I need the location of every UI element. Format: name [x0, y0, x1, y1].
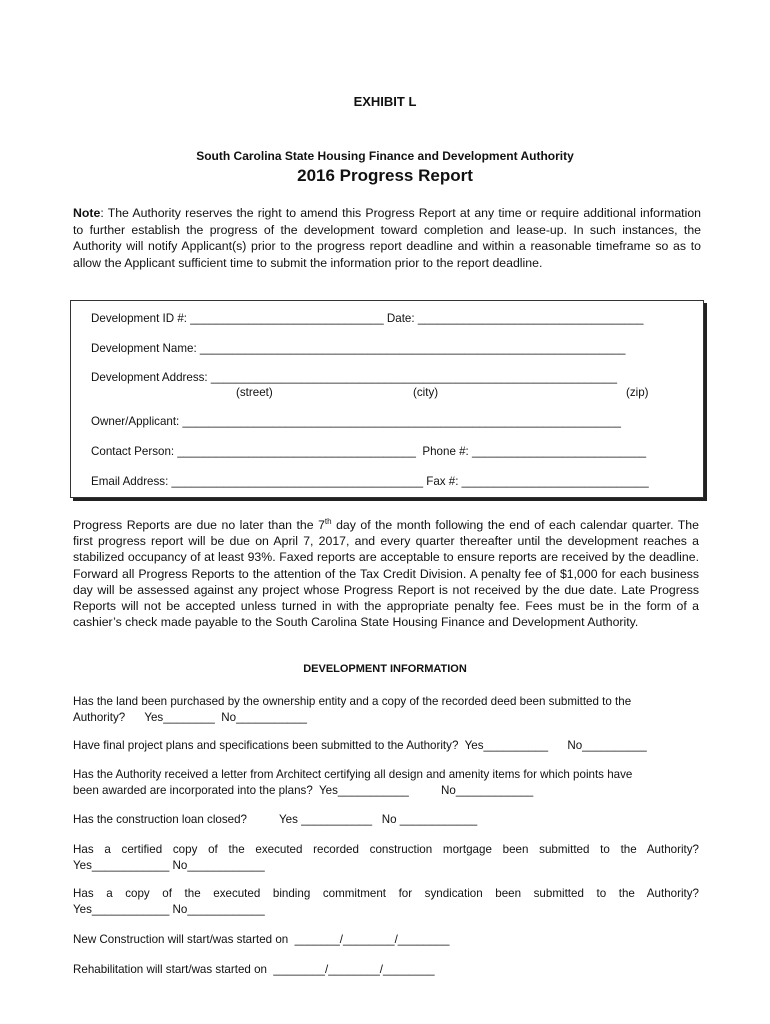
- new-construction-date[interactable]: New Construction will start/was started on _______/________/________: [73, 933, 450, 946]
- question-mortgage-line2[interactable]: Yes____________ No____________: [73, 858, 265, 872]
- owner-applicant-field[interactable]: Owner/Applicant: ____________________________________________________________________: [91, 415, 621, 428]
- email-fax-field[interactable]: Email Address: _______________________________________ Fax #: _____________________________: [91, 475, 649, 488]
- question-architect-line2[interactable]: been awarded are incorporated into the plans? Yes___________ No____________: [73, 783, 534, 797]
- question-loan[interactable]: Has the construction loan closed? Yes ___________ No ____________: [73, 813, 478, 826]
- question-deed: [73, 694, 699, 725]
- page-title: 2016 Progress Report: [297, 166, 473, 185]
- deadline-superscript: th: [324, 516, 332, 526]
- deadline-paragraph: [73, 517, 699, 630]
- deadline-text-2: day of the month following the end of each calendar quarter. The first progress report will be due on April 7, 2017, and every quarter thereafter until the development reaches a stabilized occupancy of at least 93%. Faxed reports are acceptable to ensure reports are received by the deadline. Forward all Progress Reports to the attention of the Tax Credit Division. A penalty fee of $1,000 for each business day will be assessed against any project whose Progress Report is not received by the due date. Late Progress Reports will not be accepted unless turned in with the appropriate penalty fee. Fees must be in the form of a cashier’s check made payable to the South Carolina State Housing Finance and Development Authority.: [73, 518, 699, 630]
- street-caption: (street): [236, 386, 273, 399]
- note-paragraph: [73, 205, 701, 271]
- deadline-text-1: Progress Reports are due no later than the 7: [73, 518, 325, 532]
- contact-phone-field[interactable]: Contact Person: _____________________________________ Phone #: ___________________________: [91, 445, 647, 458]
- question-architect: [73, 767, 699, 798]
- development-name-field[interactable]: Development Name: __________________________________________________________________: [91, 342, 626, 355]
- section-title: DEVELOPMENT INFORMATION: [303, 663, 467, 675]
- note-label: Note: [73, 206, 101, 220]
- rehabilitation-date[interactable]: Rehabilitation will start/was started on ________/________/________: [73, 963, 435, 976]
- question-syndication: [73, 886, 699, 917]
- development-address-field[interactable]: Development Address: _______________________________________________________________: [91, 371, 618, 384]
- question-deed-line2[interactable]: Authority? Yes________ No___________: [73, 710, 308, 724]
- question-mortgage: [73, 842, 699, 873]
- question-architect-line1: Has the Authority received a letter from Architect certifying all design and amenity items for which points have: [73, 768, 633, 781]
- development-id-field[interactable]: Development ID #: ______________________________ Date: ___________________________________: [91, 312, 644, 325]
- authority-name: South Carolina State Housing Finance and Development Authority: [196, 149, 574, 163]
- question-syndication-line1: Has a copy of the executed binding commitment for syndication been submitted to the Authority?: [73, 887, 699, 900]
- note-text: : The Authority reserves the right to amend this Progress Report at any time or require additional information to further establish the progress of the development toward completion and lease-up. In such instances, the Authority will notify Applicant(s) prior to the progress report deadline and within a reasonable timeframe so as to allow the Applicant sufficient time to submit the information prior to the report deadline.: [73, 206, 701, 270]
- question-deed-line1: Has the land been purchased by the ownership entity and a copy of the recorded deed been submitted to the: [73, 695, 632, 708]
- question-plans[interactable]: Have final project plans and specifications been submitted to the Authority? Yes__________ No__________: [73, 739, 647, 752]
- zip-caption: (zip): [626, 386, 649, 399]
- development-info-box: [70, 300, 704, 498]
- city-caption: (city): [413, 386, 439, 399]
- question-syndication-line2[interactable]: Yes____________ No____________: [73, 902, 265, 916]
- question-mortgage-line1: Has a certified copy of the executed recorded construction mortgage been submitted to the Authority?: [73, 843, 699, 856]
- exhibit-label: EXHIBIT L: [353, 94, 417, 109]
